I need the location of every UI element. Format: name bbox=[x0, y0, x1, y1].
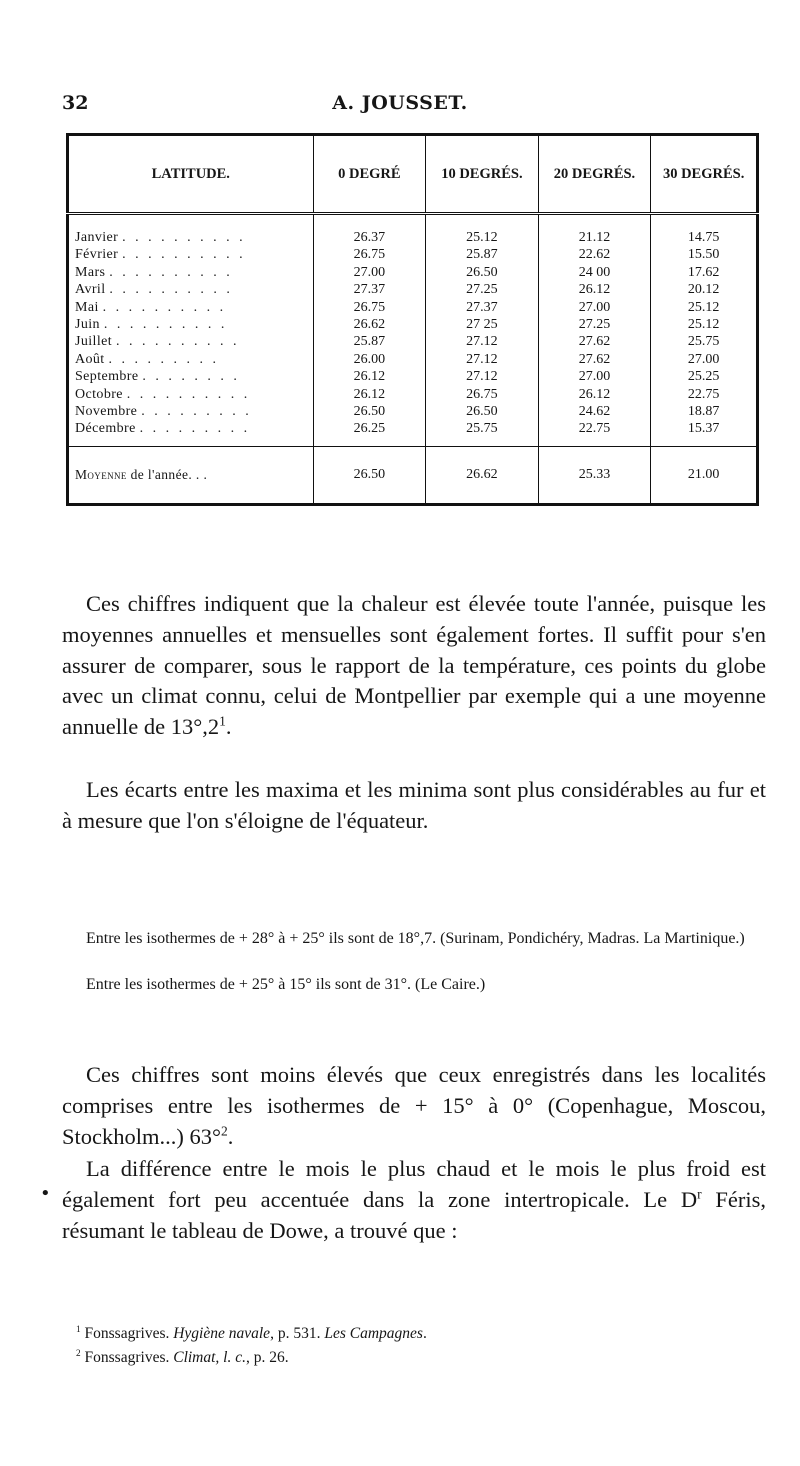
month-name: Décembre bbox=[75, 421, 136, 437]
month-name: Janvier bbox=[75, 230, 119, 245]
leader-dots: . . . . . . . . . bbox=[139, 421, 251, 437]
value-cell: 25.12 bbox=[426, 214, 539, 247]
value-cell: 25.12 bbox=[651, 299, 758, 316]
paragraph-4 bbox=[62, 1154, 766, 1246]
paragraph-2 bbox=[62, 775, 766, 837]
month-name: Novembre bbox=[75, 404, 138, 420]
leader-dots: . . . . . . . . . . bbox=[109, 282, 233, 298]
month-name: Mars bbox=[75, 264, 106, 280]
value-cell: 27.12 bbox=[426, 333, 539, 350]
average-label bbox=[68, 446, 314, 504]
leader-dots: . . . . . . . . . . bbox=[122, 230, 246, 245]
table-row bbox=[68, 386, 758, 403]
value-cell: 27.12 bbox=[426, 351, 539, 368]
value-cell: 22.75 bbox=[538, 420, 651, 446]
footnote-mark: 2 bbox=[76, 1348, 81, 1359]
month-cell bbox=[68, 386, 314, 403]
footnote-title: Hygiène navale bbox=[173, 1325, 271, 1342]
value-cell: 27.00 bbox=[538, 368, 651, 385]
value-cell: 25.75 bbox=[651, 333, 758, 350]
footnote-author: Fonssagrives. bbox=[84, 1325, 174, 1342]
value-cell: 21.12 bbox=[538, 214, 651, 247]
table-header-row bbox=[68, 135, 758, 214]
month-cell bbox=[68, 264, 314, 281]
month-name: Septembre bbox=[75, 369, 139, 385]
header-10-degres: 10 DEGRÉS. bbox=[426, 135, 539, 214]
value-cell: 15.50 bbox=[651, 246, 758, 263]
leader-dots: . . . . . . . . . bbox=[141, 404, 252, 420]
value-cell: 22.62 bbox=[538, 246, 651, 263]
value-cell: 25.25 bbox=[651, 368, 758, 385]
value-cell: 26.75 bbox=[426, 386, 539, 403]
value-cell: 26.25 bbox=[313, 420, 426, 446]
value-cell: 26.50 bbox=[313, 403, 426, 420]
footnote-author: Fonssagrives. bbox=[84, 1349, 174, 1366]
small-paragraph-1-text: Entre les isothermes de + 28° à + 25° ils sont de 18°,7. (Surinam, Pondichéry, Madras. La Martinique.) bbox=[86, 930, 745, 947]
header-20-degres: 20 DEGRÉS. bbox=[538, 135, 651, 214]
margin-mark: • bbox=[40, 1183, 51, 1204]
paragraph-4-end: Féris, résumant le tableau de Dowe, a trouvé que : bbox=[62, 1186, 767, 1243]
leader-dots: . . . . . . . . . . bbox=[109, 264, 233, 280]
table-row bbox=[68, 368, 758, 385]
value-cell: 26.00 bbox=[313, 351, 426, 368]
table-row bbox=[68, 264, 758, 281]
paragraph-3 bbox=[62, 1060, 766, 1152]
value-cell: 26.12 bbox=[313, 386, 426, 403]
value-cell: 20.12 bbox=[651, 281, 758, 298]
month-name: Octobre bbox=[75, 386, 123, 402]
paragraph-1-end: . bbox=[225, 714, 232, 740]
value-cell: 26.75 bbox=[313, 246, 426, 263]
leader-dots: . . . . . . . . . . bbox=[115, 334, 240, 350]
footnote-rest: , p. 531. bbox=[270, 1325, 325, 1342]
footnote-1 bbox=[76, 1323, 766, 1345]
leader-dots: . . . . . . . . . . bbox=[102, 299, 227, 315]
value-cell: 26.50 bbox=[426, 264, 539, 281]
month-cell bbox=[68, 368, 314, 385]
leader-dots: . . . . . . . . . bbox=[108, 351, 220, 367]
month-name: Août bbox=[75, 351, 105, 367]
month-cell bbox=[68, 246, 314, 263]
footnote-rest: , p. 26. bbox=[246, 1349, 289, 1366]
month-cell bbox=[68, 316, 314, 333]
small-paragraph-2 bbox=[62, 973, 766, 996]
paragraph-2-text: Les écarts entre les maxima et les minima sont plus considérables au fur et à mesure que l'on s'éloigne de l'équateur. bbox=[62, 777, 766, 833]
footnote-ref-1: 1 bbox=[219, 713, 226, 729]
month-cell bbox=[68, 351, 314, 368]
average-value-cell: 21.00 bbox=[651, 446, 758, 504]
value-cell: 26.37 bbox=[313, 214, 426, 247]
value-cell: 25.87 bbox=[313, 333, 426, 350]
value-cell: 26.12 bbox=[538, 386, 651, 403]
value-cell: 27.37 bbox=[313, 281, 426, 298]
value-cell: 14.75 bbox=[651, 214, 758, 247]
table-row bbox=[68, 281, 758, 298]
table-row bbox=[68, 246, 758, 263]
month-cell bbox=[68, 333, 314, 350]
value-cell: 27.00 bbox=[313, 264, 426, 281]
value-cell: 15.37 bbox=[651, 420, 758, 446]
value-cell: 27.62 bbox=[538, 333, 651, 350]
table-row bbox=[68, 333, 758, 350]
small-paragraph-1 bbox=[62, 927, 766, 950]
value-cell: 17.62 bbox=[651, 264, 758, 281]
value-cell: 26.12 bbox=[538, 281, 651, 298]
value-cell: 27.00 bbox=[651, 351, 758, 368]
table-row bbox=[68, 403, 758, 420]
month-cell bbox=[68, 420, 314, 446]
value-cell: 27.00 bbox=[538, 299, 651, 316]
average-label-rest: de l'année. . . bbox=[126, 467, 208, 483]
leader-dots: . . . . . . . . . . bbox=[122, 247, 246, 263]
header-30-degres: 30 DEGRÉS. bbox=[651, 135, 758, 214]
average-value-cell: 25.33 bbox=[538, 446, 651, 504]
value-cell: 26.50 bbox=[426, 403, 539, 420]
leader-dots: . . . . . . . . . . bbox=[126, 386, 251, 402]
month-name: Février bbox=[75, 247, 119, 263]
paragraph-1-text: Ces chiffres indiquent que la chaleur est élevée toute l'année, puisque les moyennes annuelles et mensuelles sont également fortes. Il suffit pour s'en assurer de comparer, sous le rapport de la température, ces points du globe avec un climat connu, celui de Montpellier par exemple qui a une moyenne annuelle de 13°,2 bbox=[62, 591, 766, 740]
table-row bbox=[68, 214, 758, 247]
table-row bbox=[68, 299, 758, 316]
leader-dots: . . . . . . . . . . bbox=[103, 317, 228, 333]
average-label-smallcaps: Moyenne bbox=[75, 467, 127, 483]
temperature-table bbox=[66, 133, 759, 506]
header-latitude: LATITUDE. bbox=[68, 135, 314, 214]
small-paragraph-2-text: Entre les isothermes de + 25° à 15° ils sont de 31°. (Le Caire.) bbox=[86, 976, 486, 993]
footnote-title: Climat, l. c. bbox=[173, 1349, 246, 1366]
month-cell bbox=[68, 403, 314, 420]
value-cell: 26.75 bbox=[313, 299, 426, 316]
paragraph-3-text: Ces chiffres sont moins élevés que ceux enregistrés dans les localités comprises entre les isothermes de + 15° à 0° (Copenhague, Moscou, Stockholm...) 63° bbox=[62, 1062, 766, 1149]
table-row bbox=[68, 420, 758, 446]
value-cell: 25.12 bbox=[651, 316, 758, 333]
table-row bbox=[68, 351, 758, 368]
value-cell: 26.12 bbox=[313, 368, 426, 385]
paragraph-1 bbox=[62, 589, 766, 743]
value-cell: 27.12 bbox=[426, 368, 539, 385]
value-cell: 22.75 bbox=[651, 386, 758, 403]
value-cell: 27.25 bbox=[538, 316, 651, 333]
doctor-superscript: r bbox=[697, 1186, 702, 1202]
paragraph-4-text: La différence entre le mois le plus chaud et le mois le plus froid est également fort peu accentuée dans la zone intertropicale. Le D bbox=[62, 1156, 766, 1212]
value-cell: 24 00 bbox=[538, 264, 651, 281]
footnote-rest-2: . bbox=[422, 1325, 427, 1342]
average-value-cell: 26.62 bbox=[426, 446, 539, 504]
value-cell: 25.87 bbox=[426, 246, 539, 263]
running-head: A. JOUSSET. bbox=[332, 92, 468, 114]
footnote-mark: 1 bbox=[76, 1324, 81, 1335]
header-0-degre: 0 DEGRÉ bbox=[313, 135, 426, 214]
month-name: Mai bbox=[75, 299, 99, 315]
month-name: Juin bbox=[75, 317, 100, 333]
value-cell: 25.75 bbox=[426, 420, 539, 446]
month-cell bbox=[68, 281, 314, 298]
leader-dots: . . . . . . . . bbox=[142, 369, 240, 385]
value-cell: 24.62 bbox=[538, 403, 651, 420]
value-cell: 27 25 bbox=[426, 316, 539, 333]
value-cell: 27.25 bbox=[426, 281, 539, 298]
average-row bbox=[68, 446, 758, 504]
month-cell bbox=[68, 214, 314, 247]
month-name: Avril bbox=[75, 282, 106, 298]
value-cell: 26.62 bbox=[313, 316, 426, 333]
table-row bbox=[68, 316, 758, 333]
value-cell: 18.87 bbox=[651, 403, 758, 420]
page-number: 32 bbox=[62, 92, 89, 114]
value-cell: 27.62 bbox=[538, 351, 651, 368]
footnote-title-2: Les Campagnes bbox=[324, 1325, 423, 1342]
month-cell bbox=[68, 299, 314, 316]
paragraph-3-end: . bbox=[227, 1123, 234, 1149]
average-value-cell: 26.50 bbox=[313, 446, 426, 504]
footnote-2 bbox=[76, 1347, 766, 1369]
value-cell: 27.37 bbox=[426, 299, 539, 316]
month-name: Juillet bbox=[75, 334, 113, 350]
footnote-ref-2: 2 bbox=[221, 1123, 228, 1139]
